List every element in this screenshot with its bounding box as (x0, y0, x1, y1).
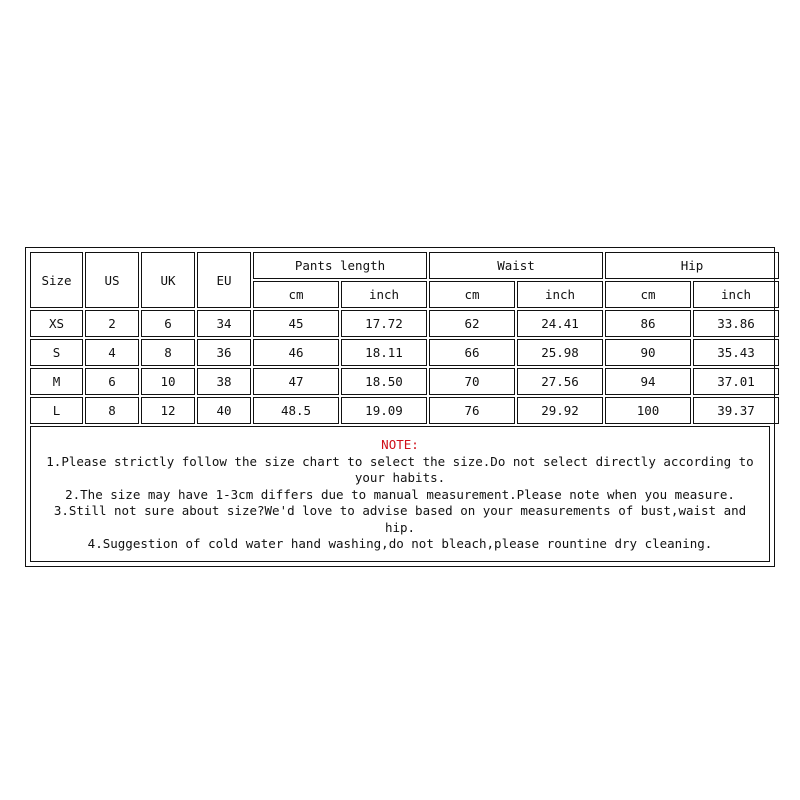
cell-uk: 6 (141, 310, 195, 337)
cell-waist-inch: 27.56 (517, 368, 603, 395)
table-row (30, 397, 779, 424)
cell-uk: 10 (141, 368, 195, 395)
cell-hip-inch: 39.37 (693, 397, 779, 424)
unit-pants-inch: inch (341, 281, 427, 308)
cell-pants-inch: 19.09 (341, 397, 427, 424)
header-eu: EU (197, 252, 251, 308)
cell-pants-inch: 17.72 (341, 310, 427, 337)
cell-hip-cm: 94 (605, 368, 691, 395)
header-uk: UK (141, 252, 195, 308)
header-row-groups (30, 252, 779, 279)
cell-eu: 36 (197, 339, 251, 366)
cell-pants-cm: 47 (253, 368, 339, 395)
cell-waist-cm: 76 (429, 397, 515, 424)
unit-waist-cm: cm (429, 281, 515, 308)
cell-waist-inch: 24.41 (517, 310, 603, 337)
note-line-2: 2.The size may have 1-3cm differs due to manual measurement.Please note when you measure. (65, 486, 735, 502)
size-table (28, 250, 781, 426)
cell-hip-inch: 37.01 (693, 368, 779, 395)
cell-waist-cm: 70 (429, 368, 515, 395)
cell-waist-cm: 62 (429, 310, 515, 337)
cell-pants-cm: 48.5 (253, 397, 339, 424)
cell-us: 6 (85, 368, 139, 395)
header-pants-length: Pants length (253, 252, 427, 279)
header-hip: Hip (605, 252, 779, 279)
cell-uk: 12 (141, 397, 195, 424)
cell-pants-cm: 45 (253, 310, 339, 337)
header-size: Size (30, 252, 83, 308)
note-line-4: 4.Suggestion of cold water hand washing,do not bleach,please rountine dry cleaning. (87, 536, 713, 551)
note-box (30, 426, 770, 562)
cell-eu: 38 (197, 368, 251, 395)
cell-us: 8 (85, 397, 139, 424)
table-row (30, 339, 779, 366)
cell-waist-inch: 25.98 (517, 339, 603, 366)
cell-eu: 34 (197, 310, 251, 337)
cell-us: 4 (85, 339, 139, 366)
cell-hip-inch: 35.43 (693, 339, 779, 366)
cell-eu: 40 (197, 397, 251, 424)
cell-size: M (30, 368, 83, 395)
cell-us: 2 (85, 310, 139, 337)
header-waist: Waist (429, 252, 603, 279)
note-line-3: 3.Still not sure about size?We'd love to advise based on your measurements of bust,waist and hip. (53, 503, 747, 535)
header-us: US (85, 252, 139, 308)
table-row (30, 368, 779, 395)
cell-size: XS (30, 310, 83, 337)
note-line-1: 1.Please strictly follow the size chart to select the size.Do not select directly according to your habits. (46, 453, 754, 485)
size-chart (25, 247, 775, 567)
note-title: NOTE: (381, 437, 419, 452)
unit-hip-cm: cm (605, 281, 691, 308)
cell-hip-cm: 100 (605, 397, 691, 424)
unit-waist-inch: inch (517, 281, 603, 308)
cell-hip-cm: 86 (605, 310, 691, 337)
cell-waist-inch: 29.92 (517, 397, 603, 424)
cell-uk: 8 (141, 339, 195, 366)
cell-hip-inch: 33.86 (693, 310, 779, 337)
cell-hip-cm: 90 (605, 339, 691, 366)
cell-size: L (30, 397, 83, 424)
cell-pants-inch: 18.11 (341, 339, 427, 366)
cell-size: S (30, 339, 83, 366)
cell-pants-cm: 46 (253, 339, 339, 366)
unit-pants-cm: cm (253, 281, 339, 308)
cell-waist-cm: 66 (429, 339, 515, 366)
table-row (30, 310, 779, 337)
cell-pants-inch: 18.50 (341, 368, 427, 395)
unit-hip-inch: inch (693, 281, 779, 308)
